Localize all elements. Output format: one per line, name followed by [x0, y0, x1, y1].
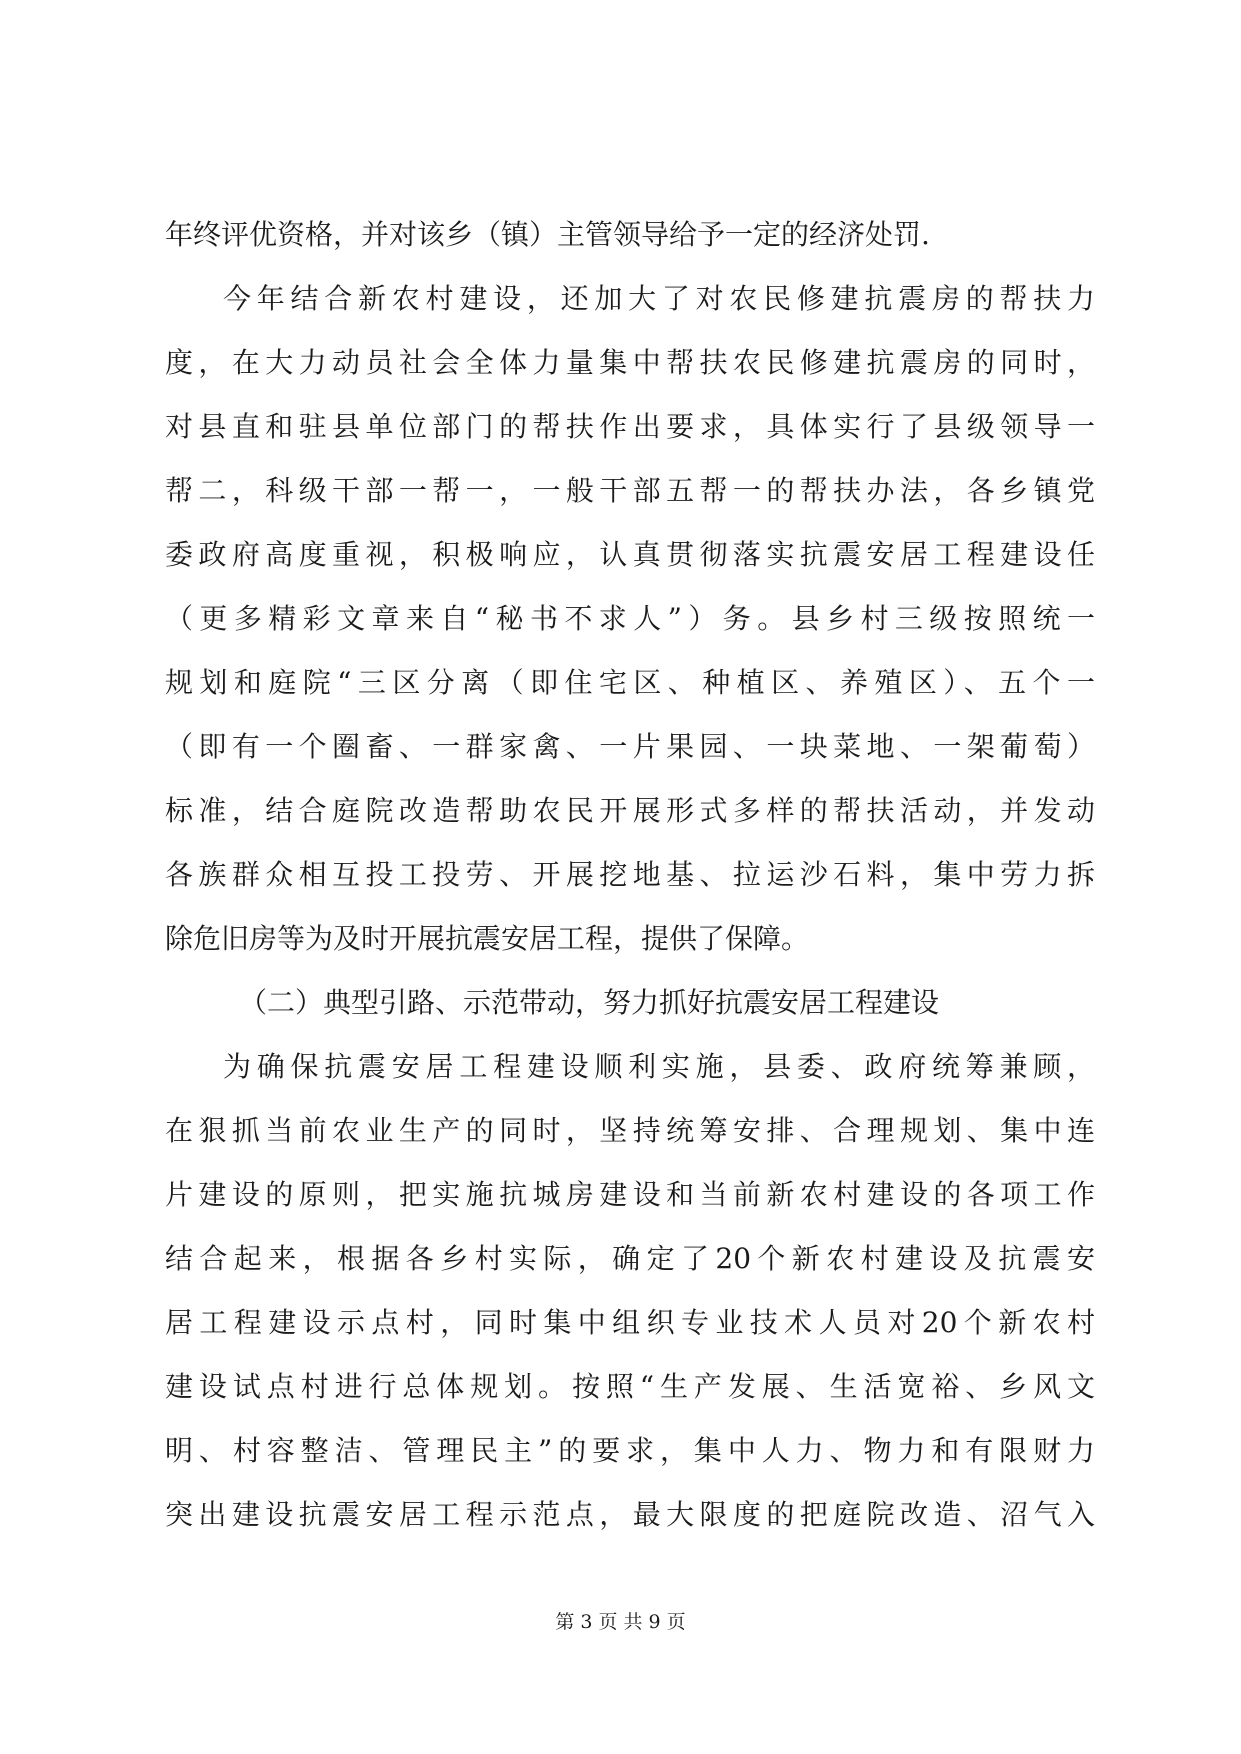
text-line: 明、村容整洁、管理民主”的要求，集中人力、物力和有限财力 [165, 1434, 1095, 1467]
text-line: （即有一个圈畜、一群家禽、一片果园、一块菜地、一架葡萄） [165, 730, 1095, 763]
text-line: 建设试点村进行总体规划。按照“生产发展、生活宽裕、乡风文 [165, 1370, 1095, 1403]
text-line: 标准，结合庭院改造帮助农民开展形式多样的帮扶活动，并发动 [165, 794, 1095, 827]
text-line: 对县直和驻县单位部门的帮扶作出要求，具体实行了县级领导一 [165, 410, 1095, 443]
text-line: 度，在大力动员社会全体力量集中帮扶农民修建抗震房的同时， [165, 346, 1095, 379]
text-line: 今年结合新农村建设，还加大了对农民修建抗震房的帮扶力 [223, 282, 1095, 315]
text-line: （更多精彩文章来自“秘书不求人”）务。县乡村三级按照统一 [165, 602, 1095, 635]
text-line: 突出建设抗震安居工程示范点，最大限度的把庭院改造、沼气入 [165, 1498, 1095, 1531]
text-line: 片建设的原则，把实施抗城房建设和当前新农村建设的各项工作 [165, 1178, 1095, 1211]
text-line: 年终评优资格，并对该乡（镇）主管领导给予一定的经济处罚. [165, 218, 930, 251]
text-line: 帮二，科级干部一帮一，一般干部五帮一的帮扶办法，各乡镇党 [165, 474, 1095, 507]
text-line: 除危旧房等为及时开展抗震安居工程，提供了保障。 [165, 922, 810, 955]
text-line: 委政府高度重视，积极响应，认真贯彻落实抗震安居工程建设任 [165, 538, 1095, 571]
text-line: 规划和庭院“三区分离（即住宅区、种植区、养殖区）、五个一 [165, 666, 1095, 699]
text-line: 各族群众相互投工投劳、开展挖地基、拉运沙石料，集中劳力拆 [165, 858, 1095, 891]
body-text [165, 203, 1095, 1547]
text-line: 为确保抗震安居工程建设顺利实施，县委、政府统筹兼顾， [223, 1050, 1095, 1083]
text-line: 居工程建设示点村，同时集中组织专业技术人员对20个新农村 [165, 1306, 1095, 1339]
text-line: 结合起来，根据各乡村实际，确定了20个新农村建设及抗震安 [165, 1242, 1095, 1275]
page-number-footer: 第 3 页 共 9 页 [555, 1611, 686, 1633]
section-heading: （二）典型引路、示范带动，努力抓好抗震安居工程建设 [239, 986, 940, 1019]
text-line: 在狠抓当前农业生产的同时，坚持统筹安排、合理规划、集中连 [165, 1114, 1095, 1147]
